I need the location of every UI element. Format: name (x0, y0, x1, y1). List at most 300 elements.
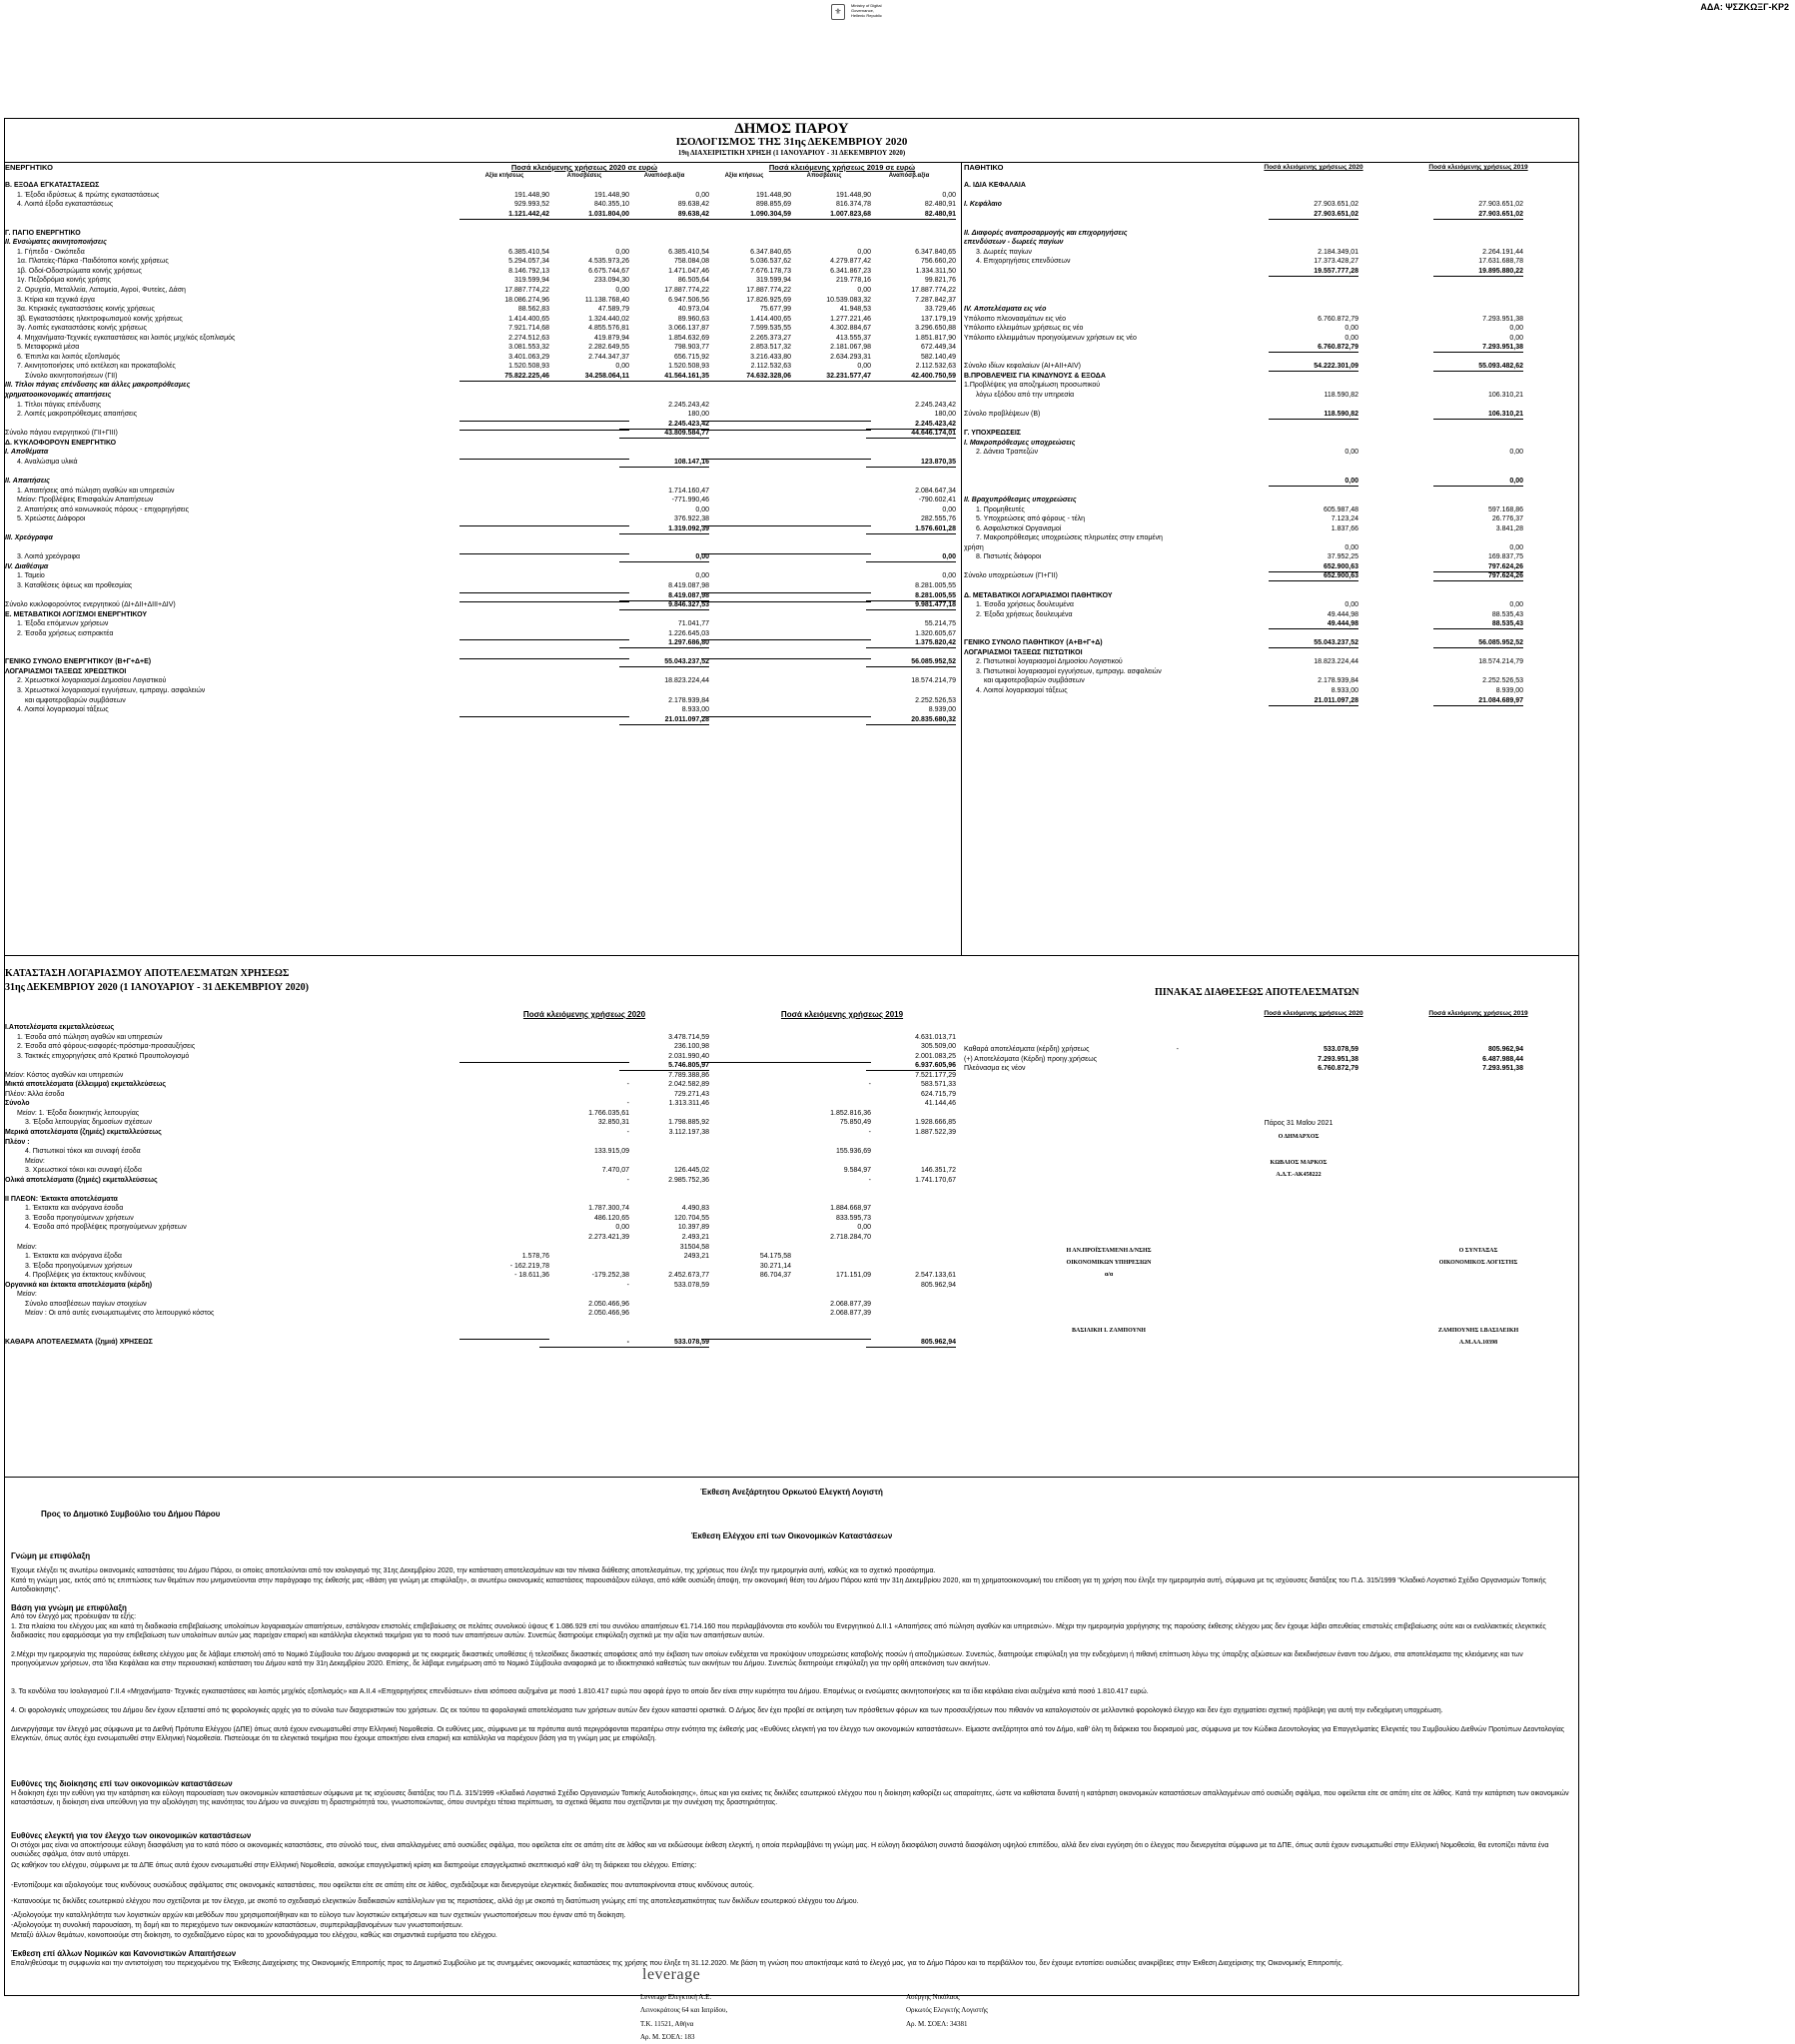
row-label: Σύνολο (5, 1100, 30, 1108)
row-value: 55.214,75 (924, 620, 956, 628)
row-value: 180,00 (934, 411, 956, 419)
row-value: 27.903.651,02 (1478, 201, 1523, 209)
row-value: -790.602,41 (918, 497, 956, 505)
row-label: 7. Μακροπρόθεσμες υποχρεώσεις πληρωτέες στην επομένη (976, 534, 1163, 542)
row-value: 1.520.508,93 (508, 363, 549, 371)
row-value: 1.787.300,74 (588, 1205, 629, 1213)
row-label: Πλέον: Άλλα έσοδα (5, 1090, 65, 1098)
row-label: Ε. ΜΕΤΑΒΑΤΙΚΟΙ ΛΟΓ/ΣΜΟΙ ΕΝΕΡΓΗΤΙΚΟΥ (5, 610, 148, 618)
row-value: 17.887.774,22 (911, 287, 956, 295)
row-label: 4. Έσοδα από προβλέψεις προηγούμενων χρήσεων (25, 1224, 187, 1232)
disposition-table (964, 1046, 1578, 1075)
row-label: I.Αποτελέσματα εκμεταλλεύσεως (5, 1024, 115, 1031)
disposition-row (964, 1056, 1578, 1066)
row-value (781, 525, 871, 526)
row-label: Πλέον : (5, 1138, 30, 1146)
row-label: Μικτά αποτελέσματα (έλλειμμα) εκμεταλλεύσεως (5, 1081, 167, 1089)
table-row (5, 382, 961, 392)
row-label: Σύνολο κυκλοφορούντος ενεργητικού (ΔΙ+ΔΙΙ+ΔΙΙΙ+ΔΙV) (5, 601, 176, 609)
row-value: 3.066.137,87 (668, 325, 709, 333)
firm-details (640, 1991, 727, 2044)
row-value: 82.480,91 (924, 201, 956, 209)
row-label: ΛΟΓΑΡΙΑΣΜΟΙ ΤΑΞΕΩΣ ΧΡΕΩΣΤΙΚΟΙ (5, 667, 127, 675)
legal-heading: Έκθεση επί άλλων Νομικών και Κανονιστικών Απαιτήσεων (11, 1949, 237, 1958)
row-value: 9.584,97 (843, 1167, 871, 1175)
row-label: Μείον: Κόστος αγαθών και υπηρεσιών (5, 1071, 124, 1079)
row-label: IV. Διαθέσιμα (5, 562, 49, 570)
row-label: 3. Έξοδα προηγούμενων χρήσεων (25, 1262, 133, 1270)
sub-col-net-2019: Αναπόσβ.αξία (888, 173, 930, 179)
row-value: 7.293.951,38 (1318, 1055, 1358, 1063)
row-value: 2.112.532,63 (915, 363, 956, 371)
row-value: 6.347.840,65 (915, 248, 956, 256)
row-value: 6.937.605,96 (866, 1062, 956, 1071)
table-row (964, 297, 1578, 307)
assets-heading: ΕΝΕΡΓΗΤΙΚΟ (5, 163, 53, 172)
row-label: Μείον: (25, 1157, 45, 1165)
row-value: 4.490,83 (681, 1205, 709, 1213)
row-value: 756.660,20 (920, 258, 956, 266)
table-row (964, 611, 1578, 621)
row-value: 2.252.526,53 (915, 696, 956, 704)
row-value: 2.245.243,42 (668, 401, 709, 409)
row-value: 5.294.057,34 (508, 258, 549, 266)
table-row (964, 582, 1578, 592)
document-top-bar (0, 0, 1795, 22)
table-row (5, 1177, 961, 1187)
row-label: 1. Ταμείο (17, 572, 45, 580)
table-row (5, 658, 961, 668)
row-value: - (626, 1129, 629, 1137)
row-value: 3.841,28 (1495, 524, 1523, 532)
row-value: 82.480,91 (866, 211, 956, 220)
row-value (781, 459, 871, 460)
row-value: 652.900,63 (1269, 572, 1358, 581)
firm-line: Αρ. Μ. ΣΟΕΛ: 183 (640, 2032, 695, 2041)
assets-col-2019: Ποσά κλειόμενης χρήσεως 2019 σε ευρώ (768, 163, 916, 172)
mayor-id: Α.Δ.Τ.-ΑΚ458222 (1276, 1172, 1322, 1178)
row-value: 4.279.877,42 (830, 258, 871, 266)
table-row (5, 544, 961, 554)
sub-col-depr-2020: Αποσβέσεις (566, 173, 602, 179)
row-value: 7.470,07 (601, 1167, 629, 1175)
auditor-bullet-5: Μεταξύ άλλων θεμάτων, κοινοποιούμε στη διοίκηση, το σχεδιαζόμενο εύρος και το χρονοδιάγραμμα του ελέγχου, καθώς και σημαντικά ευρήματα του ελέγχου. (11, 1932, 497, 1939)
basis-heading: Βάση για γνώμη με επιφύλαξη (11, 1603, 127, 1612)
income-table (5, 1024, 961, 1349)
row-value (701, 459, 791, 460)
row-label: 6. Ασφαλιστικοί Οργανισμοί (976, 524, 1062, 532)
table-row (5, 268, 961, 278)
row-label: II. Βραχυπρόθεσμες υποχρεώσεις (964, 497, 1077, 505)
row-value: 106.310,21 (1433, 411, 1523, 420)
row-value (781, 601, 871, 602)
row-value: 929.993,52 (513, 201, 549, 209)
row-value: 2.042.582,89 (668, 1081, 709, 1089)
disposition-row (964, 1046, 1578, 1056)
row-value: 486.120,65 (593, 1214, 629, 1222)
table-row (964, 488, 1578, 498)
row-value: 43.809.584,77 (619, 430, 709, 439)
row-value: 1.414.400,65 (508, 315, 549, 323)
row-value: 898.855,69 (755, 201, 791, 209)
table-row (964, 220, 1578, 230)
row-value: 1.766.035,61 (588, 1109, 629, 1117)
audit-subtitle: Έκθεση Ελέγχου επί των Οικονομικών Καταστάσεων (690, 1532, 893, 1540)
row-value: - (868, 1176, 871, 1184)
ministry-line-2: Governance, (851, 7, 874, 13)
table-row (5, 430, 961, 440)
table-row (964, 639, 1578, 649)
row-value: 0,00 (1345, 601, 1358, 609)
table-row (964, 630, 1578, 640)
row-value: - (626, 1081, 629, 1089)
row-value (539, 553, 629, 554)
row-value: 118.590,82 (1324, 392, 1358, 400)
row-value: 99.821,76 (924, 277, 956, 285)
row-value: 88.535,43 (1433, 620, 1523, 629)
row-label: 1.Προβλέψεις για αποζημίωση προσωπικού (964, 382, 1101, 390)
row-value: 840.355,10 (593, 201, 629, 209)
row-label: 1. Έξοδα ιδρύσεως & πρώτης εγκαταστάσεως (17, 191, 160, 199)
row-value: 2.031.990,40 (668, 1052, 709, 1060)
table-row (964, 354, 1578, 364)
table-row (5, 706, 961, 716)
row-label: 4. Λοιπά έξοδα εγκαταστάσεως (17, 201, 114, 209)
table-row (964, 468, 1578, 478)
row-label: 1. Έκτακτα και ανόργανα έξοδα (25, 1253, 122, 1261)
row-label: Β.ΠΡΟΒΛΕΨΕΙΣ ΓΙΑ ΚΙΝΔΥΝΟΥΣ & ΕΞΟΔΑ (964, 372, 1106, 380)
row-value: 171.151,09 (835, 1272, 871, 1280)
row-value: - (626, 1176, 629, 1184)
row-value: 7.287.842,37 (915, 296, 956, 304)
row-value: 605.987,48 (1323, 506, 1358, 513)
table-row (5, 201, 961, 211)
left-signatory-sub: ΟΙΚΟΝΟΜΙΚΩΝ ΥΠΗΡΕΣΙΩΝ (1066, 1260, 1152, 1266)
row-value: 49.444,98 (1327, 610, 1358, 618)
ministry-line-3: Hellenic Republic (851, 12, 882, 18)
row-label: 6. Έπιπλα και λοιπός εξοπλισμός (17, 353, 121, 361)
row-value (701, 553, 791, 554)
row-value: 4.302.884,67 (830, 325, 871, 333)
firm-line: Leverage Ελεγκτική Α.Ε. (640, 1993, 712, 2001)
row-label: 2. Απαιτήσεις από κοινωνικούς πόρους - επιχορηγήσεις (17, 506, 189, 513)
sub-col-cost-2020: Αξία κτήσεως (484, 173, 524, 179)
row-value: 21.084.689,97 (1433, 697, 1523, 706)
row-label: ΓΕΝΙΚΟ ΣΥΝΟΛΟ ΠΑΘΗΤΙΚΟΥ (Α+Β+Γ+Δ) (964, 639, 1103, 647)
row-value: 191.448,90 (513, 191, 549, 199)
table-row (964, 363, 1578, 373)
row-label: 3. Έξοδα λειτουργίας δημοσίων σχέσεων (25, 1119, 152, 1127)
row-value (701, 716, 791, 717)
basis-standards: Διενεργήσαμε τον έλεγχό μας σύμφωνα με τα Διεθνή Πρότυπα Ελέγχου (ΔΠΕ) όπως αυτά έχουν ενσωματωθεί στην Ελληνική Νομοθεσία. Οι ευθύνες μας, σύμφωνα με τα πρότυπα αυτά περιγράφονται περαιτέρω στην ενότητα της έκθεσής μας «Ευθύνες ελεγκτή για τον έλεγχο των οικονομικών καταστάσεων». Είμαστε ανεξάρτητοι από τον Δήμο, καθ' όλη τη διάρκεια του διορισμού μας, σύμφωνα με τον Κώδικα Δεοντολογίας για Επαγγελματίες Ελεγκτές του Συμβουλίου Διεθνών Προτύπων Δεοντολογίας Ελεγκτών, όπως αυτός έχει ενσωματωθεί στην Ελληνική Νομοθεσία. Πιστεύουμε ότι τα ελεγκτικά τεκμήρια που έχουμε αποκτήσει είναι επαρκή και κατάλληλα να παρέχουν βάση για τη γνώμη μας με επιφύλαξη. (11, 1726, 1565, 1742)
table-row (964, 668, 1578, 678)
row-label: 1. Έσοδα από πώληση αγαθών και υπηρεσιών (17, 1033, 163, 1041)
row-value: - (539, 1339, 629, 1348)
row-value: 0,00 (857, 248, 871, 256)
row-value: 2.068.877,39 (830, 1300, 871, 1308)
table-row (5, 1253, 961, 1263)
table-row (5, 1186, 961, 1196)
row-value (539, 459, 629, 460)
row-value (701, 421, 791, 422)
row-value (459, 601, 549, 602)
row-value (781, 658, 871, 659)
row-value: 533.078,59 (1323, 1046, 1358, 1053)
income-statement-section (5, 958, 1578, 1478)
row-label: Σύνολο ακινητοποιήσεων (ΓII) (25, 372, 118, 380)
row-value: 17.887.774,22 (504, 287, 549, 295)
table-row (5, 306, 961, 316)
row-value: 17.373.428,27 (1314, 258, 1358, 266)
table-row (964, 421, 1578, 431)
row-value (701, 658, 791, 659)
row-value: 0,00 (619, 553, 709, 562)
row-label: Μείον: 1. Έξοδα διοικητικής λειτουργίας (17, 1109, 140, 1117)
row-value: - (626, 1100, 629, 1108)
row-value (459, 716, 549, 717)
table-row (5, 1282, 961, 1292)
row-value: 797.624,26 (1433, 563, 1523, 572)
row-value: 0,00 (1509, 543, 1523, 551)
row-value: 2.245.423,42 (866, 421, 956, 430)
row-value: 1.414.400,65 (750, 315, 791, 323)
basis-point-3: 3. Τα κονδύλια του Ισολογισμού Γ.ΙΙ.4 «Μηχανήματα- Τεχνικές εγκαταστάσεις και λοιπός μηχ/κός εξοπλισμός» και Α.ΙΙ.4 «Επιχορηγήσεις επενδύσεων» είναι ισόποσα αυξημένα με ποσό 1.810.417 ευρώ που αφορά έργο το οποίο δεν είναι στην κυριότητα του Δήμου. Επομένως οι ενσώματες ακινητοποιήσεις και τα ίδια κεφάλαια είναι αυξημένα κατά ποσό 1.810.417 ευρώ. (11, 1688, 1149, 1695)
table-row (5, 411, 961, 421)
row-value: 6.947.506,56 (668, 296, 709, 304)
row-value: 1.226.645,03 (668, 629, 709, 637)
row-value: 20.835.680,32 (866, 716, 956, 725)
row-value: 0,00 (942, 506, 956, 513)
row-value: 0,00 (695, 191, 709, 199)
row-label: IV. Αποτελέσματα εις νέο (964, 306, 1047, 314)
row-value: - 162.219,78 (509, 1262, 549, 1270)
row-value: 2.245.423,42 (619, 421, 709, 430)
firm-line: Τ.Κ. 11521, Αθήνα (640, 2019, 694, 2028)
row-value: 7.921.714,68 (508, 325, 549, 333)
row-label: Β. ΕΞΟΔΑ ΕΓΚΑΤΑΣΤΑΣΕΩΣ (5, 182, 100, 189)
row-value: 413.555,37 (835, 334, 871, 342)
table-row (964, 239, 1578, 249)
row-value: 18.574.214,79 (911, 677, 956, 685)
table-row (5, 563, 961, 573)
row-value: 33.729,46 (924, 306, 956, 314)
table-row (964, 620, 1578, 630)
row-value: 7.293.951,38 (1482, 1065, 1523, 1073)
table-row (964, 230, 1578, 240)
table-row (964, 306, 1578, 316)
table-row (964, 402, 1578, 412)
table-row (5, 1119, 961, 1129)
row-value (459, 430, 549, 431)
row-value: 0,00 (1345, 543, 1358, 551)
row-label: 5. Μεταφορικά μέσα (17, 344, 80, 352)
row-label: I. Αποθέματα (5, 449, 49, 457)
row-value (781, 716, 871, 717)
row-value: 17.887.774,22 (664, 287, 709, 295)
row-value: 0,00 (1345, 334, 1358, 342)
row-value: 3.296.650,88 (915, 325, 956, 333)
row-value: 191.448,90 (835, 191, 871, 199)
row-value: 30.271,14 (759, 1262, 791, 1270)
row-label: 1. Γήπεδα - Οικόπεδα (17, 248, 85, 256)
auditor-bullet-4: -Αξιολογούμε τη συνολική παρουσίαση, τη δομή και το περιεχόμενο των οικονομικών καταστάσεων, συμπεριλαμβανομένων των γνωστοποιήσεων. (11, 1922, 463, 1929)
row-value: 672.449,34 (920, 344, 956, 352)
row-value: 2.264.191,44 (1482, 248, 1523, 256)
row-value: 123.870,35 (866, 459, 956, 468)
row-value: 2.068.877,39 (830, 1310, 871, 1318)
table-row (964, 182, 1578, 192)
row-value: 2.245.243,42 (915, 401, 956, 409)
row-label: και αμφοτεροβαρών συμβάσεων (25, 696, 126, 704)
row-label: χρηματοοικονομικές απαιτήσεις (5, 392, 112, 400)
row-value: 533.078,59 (619, 1339, 709, 1348)
row-label: Καθαρά αποτελέσματα (κέρδη) χρήσεως (964, 1046, 1090, 1053)
row-label: Μείον: (17, 1291, 37, 1299)
row-label: (+) Αποτελέσματα (Κέρδη) προηγ.χρήσεως (964, 1055, 1098, 1063)
disposition-title: ΠΙΝΑΚΑΣ ΔΙΑΘΕΣΕΩΣ ΑΠΟΤΕΛΕΣΜΑΤΩΝ (1155, 987, 1359, 998)
table-row (964, 287, 1578, 297)
row-value: 3.081.553,32 (508, 344, 549, 352)
right-signatory-name: ΖΑΜΠΟΥΝΗΣ Ι.ΒΑΣΙΛΕΙΚΗ (1437, 1328, 1519, 1334)
row-label: Δ. ΜΕΤΑΒΑΤΙΚΟΙ ΛΟΓΑΡΙΑΣΜΟΙ ΠΑΘΗΤΙΚΟΥ (964, 591, 1113, 599)
row-value: 55.043.237,52 (619, 658, 709, 667)
table-row (5, 534, 961, 544)
basis-intro: Από τον έλεγχό μας προέκυψαν τα εξής: (11, 1613, 137, 1620)
row-value: 17.826.925,69 (746, 296, 791, 304)
table-row (5, 716, 961, 726)
table-row (964, 544, 1578, 554)
table-row (964, 249, 1578, 259)
row-value: 6.385.410,54 (508, 248, 549, 256)
row-value: 8.281.005,55 (866, 592, 956, 601)
row-value: 17.887.774,22 (746, 287, 791, 295)
auditor-paragraph: Οι στόχοι μας είναι να αποκτήσουμε εύλογη διασφάλιση για το κατά πόσο οι οικονομικές καταστάσεις, στο σύνολό τους, είναι απαλλαγμένες από ουσιώδες σφάλμα, που οφείλεται είτε σε απάτη είτε σε λάθος και να εκδώσουμε έκθεση ελεγκτή, η οποία περιλαμβάνει τη γνώμη μας. Η εύλογη διασφάλιση συνιστά διασφάλιση υψηλού επιπέδου, αλλά δεν είναι εγγύηση ότι ο έλεγχος που διενεργείται σύμφωνα με τα ΔΠΕ, όπως αυτά έχουν ενσωματωθεί στην Ελληνική Νομοθεσία, θα εντοπίζει πάντα ένα ουσιώδες σφάλμα, όταν αυτό υπάρχει. (11, 1842, 1549, 1858)
row-label: Υπόλοιπο ελλειμάτων χρήσεως εις νέο (964, 325, 1084, 333)
row-value: 4.855.576,81 (588, 325, 629, 333)
row-label: 2. Έσοδα από φόρους-εισφορές-πρόστιμα-προσαυξήσεις (17, 1043, 196, 1051)
row-label: 2. Ορυχεία, Μεταλλεία, Λατομεία, Αγροί, Φυτείες, Δάση (17, 287, 186, 295)
row-value: 5.746.805,97 (619, 1062, 709, 1071)
table-row (5, 363, 961, 373)
opinion-paragraph-1: Έχουμε ελέγξει τις ανωτέρω οικονομικές καταστάσεις του Δήμου Πάρου, οι οποίες αποτελούνται από τον ισολογισμό της 31ης Δεκεμβρίου 2020, την κατάσταση αποτελεσμάτων και τον πίνακα διάθεσης αποτελεσμάτων, της χρήσεως που έληξε την ημερομηνία αυτή, καθώς και το σχετικό προσάρτημα. (11, 1567, 936, 1574)
row-value: 1.854.632,69 (668, 334, 709, 342)
row-label: 4. Μηχανήματα-Τεχνικές εγκαταστάσεις και λοιπός μηχ/κός εξοπλισμός (17, 334, 236, 342)
table-row (5, 421, 961, 431)
row-value: 21.011.097,28 (1269, 697, 1358, 706)
income-period: 31ης ΔΕΚΕΜΒΡΙΟΥ 2020 (1 ΙΑΝΟΥΑΡΙΟΥ - 31 ΔΕΚΕΜΒΡΙΟΥ 2020) (5, 982, 309, 993)
table-row (964, 316, 1578, 326)
row-value: 6.675.744,67 (588, 267, 629, 275)
table-row (5, 1081, 961, 1091)
row-value: 0,00 (1345, 449, 1358, 457)
row-value: 2493,21 (683, 1253, 709, 1261)
row-value: 1.277.221,46 (830, 315, 871, 323)
row-label: Υπόλοιπο ελλειμμάτων προηγούμενων χρήσεων εις νέο (964, 334, 1137, 342)
row-value: 624.715,79 (920, 1090, 956, 1098)
table-row (5, 497, 961, 507)
table-row (5, 1301, 961, 1311)
table-row (5, 507, 961, 516)
row-label: 3. Κτίρια και τεχνικά έργα (17, 296, 95, 304)
row-value (459, 421, 549, 422)
table-row (5, 1034, 961, 1044)
row-value: 155.936,69 (835, 1148, 871, 1156)
row-value (539, 639, 629, 640)
row-value: 0,00 (615, 248, 629, 256)
row-value: 7.676.178,73 (750, 267, 791, 275)
row-value: 7.293.951,38 (1482, 315, 1523, 323)
row-value: 2.273.421,39 (588, 1234, 629, 1242)
table-row (5, 316, 961, 326)
table-row (964, 411, 1578, 421)
municipality-title: ΔΗΜΟΣ ΠΑΡΟΥ (734, 121, 849, 137)
table-row (5, 1024, 961, 1034)
row-value: 1.520.508,93 (668, 363, 709, 371)
row-value: 118.590,82 (1269, 411, 1358, 420)
table-row (5, 1272, 961, 1282)
row-label: Α. ΙΔΙΑ ΚΕΦΑΛΑΙΑ (964, 182, 1026, 189)
mayor-title: Ο ΔΗΜΑΡΧΟΣ (1278, 1134, 1320, 1140)
table-row (5, 649, 961, 659)
row-label: Οργανικά και έκτακτα αποτελέσματα (κέρδη) (5, 1281, 153, 1289)
row-value (459, 459, 549, 460)
table-row (964, 449, 1578, 459)
row-value: 5.036.537,62 (750, 258, 791, 266)
row-value: 6.385.410,54 (668, 248, 709, 256)
row-label: 4. Επιχορηγήσεις επενδύσεων (976, 258, 1071, 266)
row-value: 1.375.820,42 (866, 639, 956, 648)
basis-point-1: 1. Στα πλαίσια του ελέγχου μας και κατά τη διαδικασία επιβεβαίωσης υπολοίπων λογαριασμών απαιτήσεων, εστάλησαν επιστολές επιβεβαίωσης σε πελάτες συνολικού ύψους € 1.086.929 επί του συνόλου απαιτήσεων €1.714.160 που περιλαμβάνονται στο κονδύλι του Ενεργητικού Δ.ΙΙ.1 «Απαιτήσεις από πώληση αγαθών και υπηρεσιών». Μέχρι την ημερομηνία χορήγησης της παρούσης έκθεσης ελέγχου μας δεν έχουμε λάβει απευθείας επιστολές επιβεβαίωσης ούτε και οι εναλλακτικές ελεγκτικές διαδικασίες που εφαρμόσαμε για την επιβεβαίωση των υπολοίπων αυτών μας παρείχαν επαρκή και κατάλληλα ελεγκτικά τεκμήρια για το ποσό των απαιτήσεων αυτών. Συνεπώς διατηρούμε επιφύλαξη σχετικά με την αξία των απαιτήσεων αυτών. (11, 1623, 1546, 1639)
table-row (5, 1263, 961, 1273)
table-row (964, 515, 1578, 525)
row-value: 8.281.005,55 (915, 581, 956, 589)
row-value: - (868, 1129, 871, 1137)
table-row (5, 677, 961, 687)
row-value: 2.184.349,01 (1318, 248, 1358, 256)
table-row (964, 497, 1578, 507)
table-row (5, 611, 961, 621)
row-value (701, 639, 791, 640)
table-row (964, 563, 1578, 573)
row-value: 75.850,49 (839, 1119, 871, 1127)
sub-col-cost-2019: Αξία κτήσεως (724, 173, 764, 179)
row-label: 2. Χρεωστικοί λογαριασμοί Δημοσίου Λογιστικού (17, 677, 167, 685)
row-value (459, 1062, 549, 1063)
row-value: 108.147,16 (619, 459, 709, 468)
row-label: 8. Πιστωτές διάφοροι (976, 553, 1042, 561)
row-value: 27.903.651,02 (1433, 211, 1523, 220)
auditor-line: Αρ. Μ. ΣΟΕΛ: 34381 (906, 2019, 968, 2028)
legal-paragraph: Επαληθεύσαμε τη συμφωνία και την αντιστοίχιση του περιεχομένου της Έκθεσης Διαχείρισης της Οικονομικής Επιτροπής προς το Δημοτικό Συμβούλιο με τις συνημμένες οικονομικές καταστάσεις της χρήσης που έληξε τη 31.12.2020. Με βάση τη γνώση που αποκτήσαμε κατά το έλεγχό μας, για το Δήμο Πάρου και το περιβάλλον του, δεν έχουμε εντοπίσει ουσιώδεις ανακρίβειες στην Έκθεση Διαχείρισης της Οικονομικής Επιτροπής. (11, 1960, 1344, 1967)
row-value: 180,00 (687, 411, 709, 419)
audit-report-section (5, 1480, 1578, 2041)
row-value: 236.100,98 (673, 1043, 709, 1051)
table-row (964, 325, 1578, 335)
table-row (964, 592, 1578, 602)
row-label: 1α. Πλατείες-Πάρκα -Παιδότοποι κοινής χρήσεως (17, 258, 169, 266)
row-label: I. Μακροπρόθεσμες υποχρεώσεις (964, 439, 1076, 447)
table-row (5, 1053, 961, 1063)
opinion-heading: Γνώμη με επιφύλαξη (11, 1551, 91, 1560)
table-row (5, 440, 961, 450)
row-label: 1γ. Πεζοδρόμια κοινής χρήσης (17, 277, 112, 285)
table-row (5, 1062, 961, 1072)
row-label: 1. Έκτακτα και ανόργανα έσοδα (25, 1205, 124, 1213)
row-label: επενδύσεων - δωρεές παγίων (964, 239, 1064, 247)
row-value: 18.823.224,44 (664, 677, 709, 685)
table-row (5, 335, 961, 345)
table-row (5, 1091, 961, 1101)
